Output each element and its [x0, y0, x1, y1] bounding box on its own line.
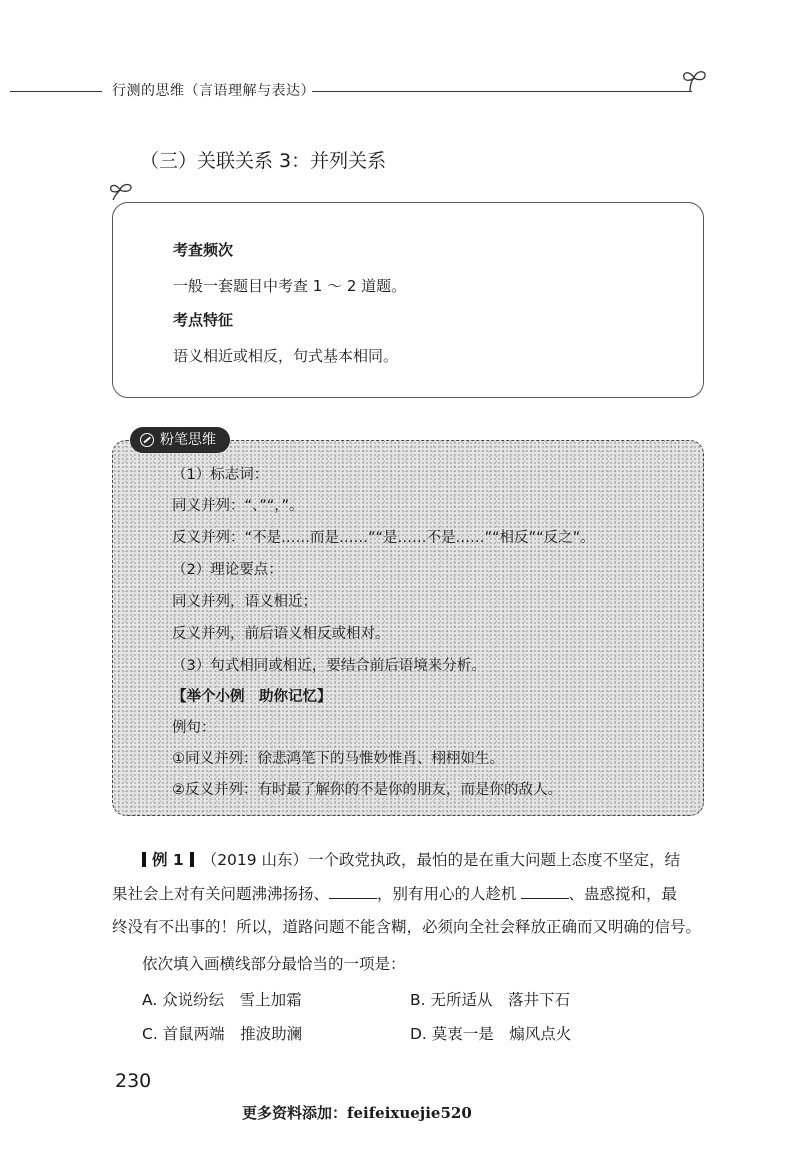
info-text-feature: 语义相近或相反，句式基本相同。: [173, 347, 399, 365]
think-line: ②反义并列：有时最了解你的不是你的朋友，而是你的敌人。: [172, 782, 562, 798]
example-text-1: （2019 山东）一个政党执政，最怕的是在重大问题上态度不坚定，结: [201, 851, 681, 869]
example-line-3: 终没有不出事的！所以，道路问题不能含糊，必须向全社会释放正确而又明确的信号。: [112, 918, 702, 936]
option-d[interactable]: D. 莫衷一是 煽风点火: [410, 1025, 572, 1043]
think-line: （3）句式相同或相近，要结合前后语境来分析。: [172, 658, 486, 674]
think-line: ①同义并列：徐悲鸿笔下的马惟妙惟肖、栩栩如生。: [172, 751, 504, 767]
page-number: 230: [115, 1070, 152, 1092]
think-line: （2）理论要点：: [172, 562, 283, 578]
think-line: 【举个小例 助你记忆】: [172, 689, 332, 705]
example-text-2a: 果社会上对有关问题沸沸扬扬、: [112, 885, 330, 903]
think-box-tag: [130, 427, 230, 453]
answer-blank-1: [329, 884, 377, 899]
example-line-1: [142, 848, 680, 870]
example-text-2c: 、蛊惑搅和，最: [568, 885, 678, 903]
header-rule-right: [312, 91, 692, 92]
think-line: 同义并列：“、”“，”。: [172, 498, 304, 514]
think-line: 同义并列，语义相近；: [172, 594, 317, 610]
think-line: 反义并列：“不是……而是……”“是……不是……”“相反”“反之”。: [172, 530, 595, 546]
info-text-frequency: 一般一套题目中考查 1 ～ 2 道题。: [173, 277, 407, 295]
running-header-title: 行测的思维（言语理解与表达）: [112, 83, 315, 99]
think-box-tag-label: 粉笔思维: [160, 432, 216, 448]
option-c[interactable]: C. 首鼠两端 推波助澜: [142, 1025, 303, 1043]
think-line: 反义并列，前后语义相反或相对。: [172, 626, 390, 642]
info-label-feature: 考点特征: [173, 311, 234, 329]
example-text-2b: ，别有用心的人趁机: [377, 885, 517, 903]
sprout-small-icon: [108, 180, 134, 202]
example-line-2: [112, 882, 677, 904]
think-line: （1）标志词：: [172, 467, 269, 483]
footer-watermark: 更多资料添加：feifeixuejie520: [242, 1104, 472, 1122]
answer-blank-2: [521, 884, 569, 899]
info-label-frequency: 考查频次: [173, 241, 234, 259]
example-label-bar-right: [190, 852, 194, 867]
think-line: 例句：: [172, 720, 216, 736]
option-a[interactable]: A. 众说纷纭 雪上加霜: [142, 991, 302, 1009]
pen-icon: [140, 433, 154, 447]
example-label-bar: [142, 852, 146, 867]
question-prompt: 依次填入画横线部分最恰当的一项是：: [142, 955, 406, 973]
option-b[interactable]: B. 无所适从 落井下石: [410, 991, 570, 1009]
info-box: [112, 202, 704, 398]
example-label: 例 1: [152, 851, 184, 869]
sprout-icon: [680, 66, 708, 94]
section-title: （三）关联关系 3：并列关系: [140, 150, 387, 172]
header-rule-left: [10, 91, 102, 92]
